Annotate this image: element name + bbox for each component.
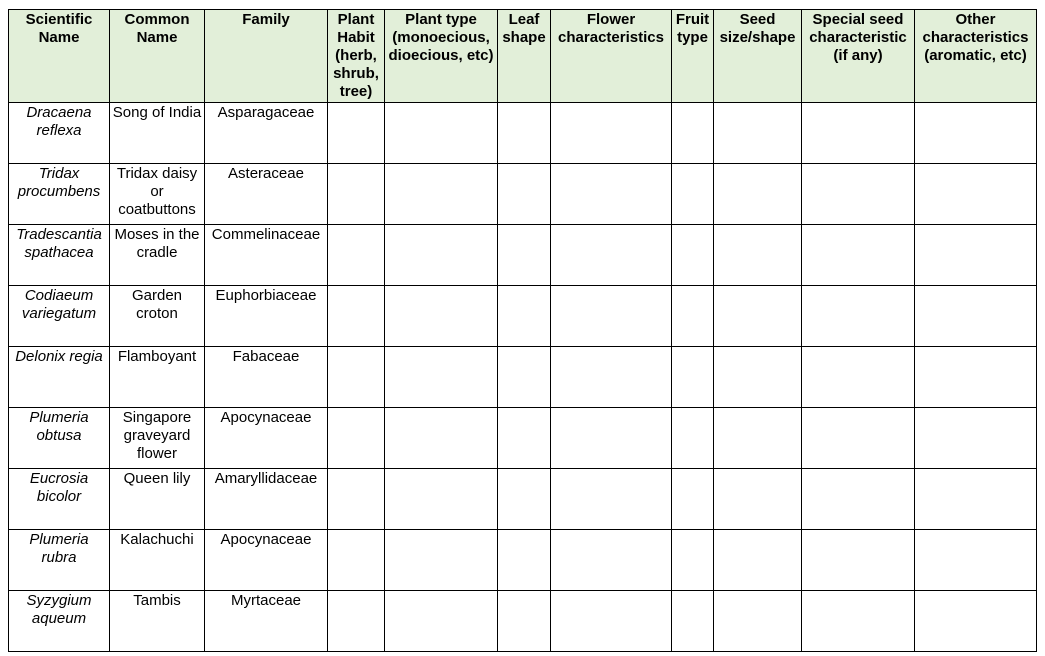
header-common-name: Common Name (110, 10, 205, 103)
special-seed-cell (802, 530, 915, 591)
other-characteristics-cell (915, 286, 1037, 347)
plant-type-cell (385, 469, 498, 530)
common-name-cell: Moses in the cradle (110, 225, 205, 286)
seed-size-shape-cell (714, 225, 802, 286)
seed-size-shape-cell (714, 408, 802, 469)
other-characteristics-cell (915, 164, 1037, 225)
other-characteristics-cell (915, 103, 1037, 164)
table-row (9, 103, 1037, 164)
table-row (9, 286, 1037, 347)
leaf-shape-cell (498, 103, 551, 164)
seed-size-shape-cell (714, 103, 802, 164)
flower-characteristics-cell (551, 530, 672, 591)
flower-characteristics-cell (551, 164, 672, 225)
common-name-cell: Flamboyant (110, 347, 205, 408)
fruit-type-cell (672, 225, 714, 286)
flower-characteristics-cell (551, 225, 672, 286)
table-row (9, 225, 1037, 286)
other-characteristics-cell (915, 469, 1037, 530)
plant-type-cell (385, 530, 498, 591)
header-plant-habit: Plant Habit (herb, shrub, tree) (328, 10, 385, 103)
plant-habit-cell (328, 469, 385, 530)
table-row (9, 164, 1037, 225)
scientific-name-cell: Plumeria obtusa (9, 408, 110, 469)
flower-characteristics-cell (551, 469, 672, 530)
plant-type-cell (385, 408, 498, 469)
plant-habit-cell (328, 591, 385, 652)
special-seed-cell (802, 225, 915, 286)
flower-characteristics-cell (551, 103, 672, 164)
flower-characteristics-cell (551, 347, 672, 408)
family-name-cell: Myrtaceae (205, 591, 328, 652)
leaf-shape-cell (498, 286, 551, 347)
special-seed-cell (802, 286, 915, 347)
family-name-cell: Asteraceae (205, 164, 328, 225)
flower-characteristics-cell (551, 408, 672, 469)
family-name-cell: Apocynaceae (205, 530, 328, 591)
other-characteristics-cell (915, 225, 1037, 286)
special-seed-cell (802, 164, 915, 225)
common-name-cell: Tambis (110, 591, 205, 652)
fruit-type-cell (672, 408, 714, 469)
header-plant-type: Plant type (monoecious, dioecious, etc) (385, 10, 498, 103)
flower-characteristics-cell (551, 286, 672, 347)
other-characteristics-cell (915, 408, 1037, 469)
scientific-name-cell: Tradescantia spathacea (9, 225, 110, 286)
leaf-shape-cell (498, 530, 551, 591)
common-name-cell: Kalachuchi (110, 530, 205, 591)
seed-size-shape-cell (714, 591, 802, 652)
plant-habit-cell (328, 286, 385, 347)
header-leaf-shape: Leaf shape (498, 10, 551, 103)
plant-habit-cell (328, 164, 385, 225)
family-name-cell: Commelinaceae (205, 225, 328, 286)
plant-type-cell (385, 591, 498, 652)
common-name-cell: Singapore graveyard flower (110, 408, 205, 469)
other-characteristics-cell (915, 591, 1037, 652)
scientific-name-cell: Plumeria rubra (9, 530, 110, 591)
table-row (9, 347, 1037, 408)
scientific-name-cell: Delonix regia (9, 347, 110, 408)
fruit-type-cell (672, 103, 714, 164)
plant-habit-cell (328, 408, 385, 469)
table-row (9, 408, 1037, 469)
plant-habit-cell (328, 530, 385, 591)
plant-type-cell (385, 225, 498, 286)
family-name-cell: Asparagaceae (205, 103, 328, 164)
leaf-shape-cell (498, 164, 551, 225)
fruit-type-cell (672, 469, 714, 530)
fruit-type-cell (672, 530, 714, 591)
other-characteristics-cell (915, 347, 1037, 408)
seed-size-shape-cell (714, 286, 802, 347)
fruit-type-cell (672, 347, 714, 408)
plant-type-cell (385, 164, 498, 225)
scientific-name-cell: Tridax procumbens (9, 164, 110, 225)
plant-type-cell (385, 103, 498, 164)
header-fruit-type: Fruit type (672, 10, 714, 103)
table-row (9, 530, 1037, 591)
common-name-cell: Song of India (110, 103, 205, 164)
header-other-characteristics: Other characteristics (aromatic, etc) (915, 10, 1037, 103)
flower-characteristics-cell (551, 591, 672, 652)
leaf-shape-cell (498, 469, 551, 530)
header-row (9, 10, 1037, 103)
special-seed-cell (802, 591, 915, 652)
leaf-shape-cell (498, 225, 551, 286)
family-name-cell: Fabaceae (205, 347, 328, 408)
scientific-name-cell: Syzygium aqueum (9, 591, 110, 652)
family-name-cell: Euphorbiaceae (205, 286, 328, 347)
scientific-name-cell: Dracaena reflexa (9, 103, 110, 164)
seed-size-shape-cell (714, 347, 802, 408)
seed-size-shape-cell (714, 469, 802, 530)
leaf-shape-cell (498, 408, 551, 469)
common-name-cell: Tridax daisy or coatbuttons (110, 164, 205, 225)
other-characteristics-cell (915, 530, 1037, 591)
leaf-shape-cell (498, 347, 551, 408)
table-body (9, 103, 1037, 652)
common-name-cell: Queen lily (110, 469, 205, 530)
special-seed-cell (802, 103, 915, 164)
plant-habit-cell (328, 103, 385, 164)
table-row (9, 591, 1037, 652)
special-seed-cell (802, 408, 915, 469)
plant-habit-cell (328, 225, 385, 286)
family-name-cell: Apocynaceae (205, 408, 328, 469)
special-seed-cell (802, 469, 915, 530)
plant-type-cell (385, 347, 498, 408)
common-name-cell: Garden croton (110, 286, 205, 347)
leaf-shape-cell (498, 591, 551, 652)
plant-table-container (8, 9, 1037, 652)
header-scientific-name: Scientific Name (9, 10, 110, 103)
fruit-type-cell (672, 591, 714, 652)
header-seed-size-shape: Seed size/shape (714, 10, 802, 103)
fruit-type-cell (672, 164, 714, 225)
header-flower-characteristics: Flower characteristics (551, 10, 672, 103)
seed-size-shape-cell (714, 530, 802, 591)
scientific-name-cell: Codiaeum variegatum (9, 286, 110, 347)
scientific-name-cell: Eucrosia bicolor (9, 469, 110, 530)
table-row (9, 469, 1037, 530)
plant-type-cell (385, 286, 498, 347)
seed-size-shape-cell (714, 164, 802, 225)
header-family: Family (205, 10, 328, 103)
special-seed-cell (802, 347, 915, 408)
plant-characteristics-table (8, 9, 1037, 652)
fruit-type-cell (672, 286, 714, 347)
plant-habit-cell (328, 347, 385, 408)
header-special-seed-characteristic: Special seed characteristic (if any) (802, 10, 915, 103)
family-name-cell: Amaryllidaceae (205, 469, 328, 530)
